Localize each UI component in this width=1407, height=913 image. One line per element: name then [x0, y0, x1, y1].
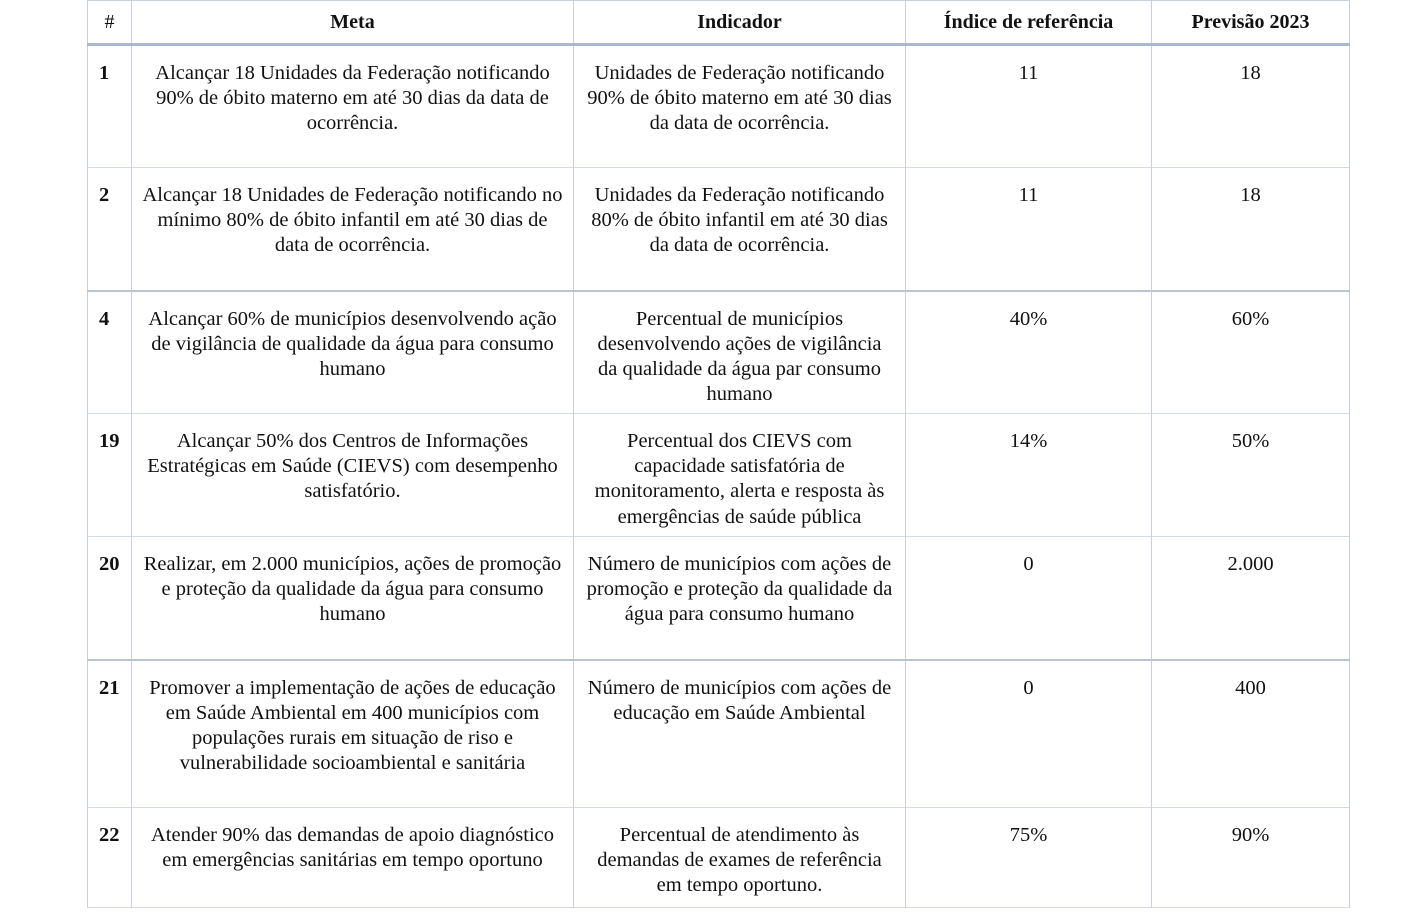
- table-row: [88, 808, 1350, 908]
- row-meta: Atender 90% das demandas de apoio diagnóstico em emergências sanitárias em tempo oportuno: [132, 808, 574, 908]
- row-previsao: 18: [1152, 168, 1350, 291]
- header-row: [88, 1, 1350, 45]
- row-meta: Alcançar 50% dos Centros de Informações Estratégicas em Saúde (CIEVS) com desempenho satisfatório.: [132, 414, 574, 537]
- row-number: 4: [88, 291, 132, 414]
- row-indicador: Unidades da Federação notificando 80% de óbito infantil em até 30 dias da data de ocorrência.: [574, 168, 906, 291]
- row-previsao: 400: [1152, 660, 1350, 808]
- row-meta: Realizar, em 2.000 municípios, ações de promoção e proteção da qualidade da água para consumo humano: [132, 537, 574, 660]
- row-indicador: Número de municípios com ações de educação em Saúde Ambiental: [574, 660, 906, 808]
- row-indicador: Percentual de atendimento às demandas de exames de referência em tempo oportuno.: [574, 808, 906, 908]
- table-row: [88, 291, 1350, 414]
- row-indice: 0: [906, 537, 1152, 660]
- row-number: 19: [88, 414, 132, 537]
- row-number: 20: [88, 537, 132, 660]
- row-number: 21: [88, 660, 132, 808]
- row-number: 22: [88, 808, 132, 908]
- header-previsao-2023: Previsão 2023: [1152, 1, 1350, 45]
- table-row: [88, 537, 1350, 660]
- table-row: [88, 45, 1350, 168]
- row-number: 2: [88, 168, 132, 291]
- row-indice: 11: [906, 45, 1152, 168]
- table-row: [88, 660, 1350, 808]
- row-indicador: Percentual de municípios desenvolvendo ações de vigilância da qualidade da água par consumo humano: [574, 291, 906, 414]
- row-meta: Promover a implementação de ações de educação em Saúde Ambiental em 400 municípios com populações rurais em situação de riso e vulnerabilidade socioambiental e sanitária: [132, 660, 574, 808]
- row-number: 1: [88, 45, 132, 168]
- table-body: [88, 45, 1350, 908]
- row-meta: Alcançar 60% de municípios desenvolvendo ação de vigilância de qualidade da água para consumo humano: [132, 291, 574, 414]
- row-indicador: Número de municípios com ações de promoção e proteção da qualidade da água para consumo humano: [574, 537, 906, 660]
- header-number: #: [88, 1, 132, 45]
- row-indice: 14%: [906, 414, 1152, 537]
- table-row: [88, 168, 1350, 291]
- header-indice-referencia: Índice de referência: [906, 1, 1152, 45]
- row-indice: 75%: [906, 808, 1152, 908]
- row-previsao: 60%: [1152, 291, 1350, 414]
- row-indicador: Unidades de Federação notificando 90% de óbito materno em até 30 dias da data de ocorrência.: [574, 45, 906, 168]
- row-previsao: 18: [1152, 45, 1350, 168]
- header-indicador: Indicador: [574, 1, 906, 45]
- goals-table: [87, 0, 1350, 908]
- row-indice: 0: [906, 660, 1152, 808]
- table-header: [88, 1, 1350, 45]
- row-previsao: 90%: [1152, 808, 1350, 908]
- row-previsao: 2.000: [1152, 537, 1350, 660]
- table-row: [88, 414, 1350, 537]
- row-previsao: 50%: [1152, 414, 1350, 537]
- row-meta: Alcançar 18 Unidades de Federação notificando no mínimo 80% de óbito infantil em até 30 dias de data de ocorrência.: [132, 168, 574, 291]
- row-indice: 11: [906, 168, 1152, 291]
- row-indice: 40%: [906, 291, 1152, 414]
- row-meta: Alcançar 18 Unidades da Federação notificando 90% de óbito materno em até 30 dias da data de ocorrência.: [132, 45, 574, 168]
- header-meta: Meta: [132, 1, 574, 45]
- row-indicador: Percentual dos CIEVS com capacidade satisfatória de monitoramento, alerta e resposta às emergências de saúde pública: [574, 414, 906, 537]
